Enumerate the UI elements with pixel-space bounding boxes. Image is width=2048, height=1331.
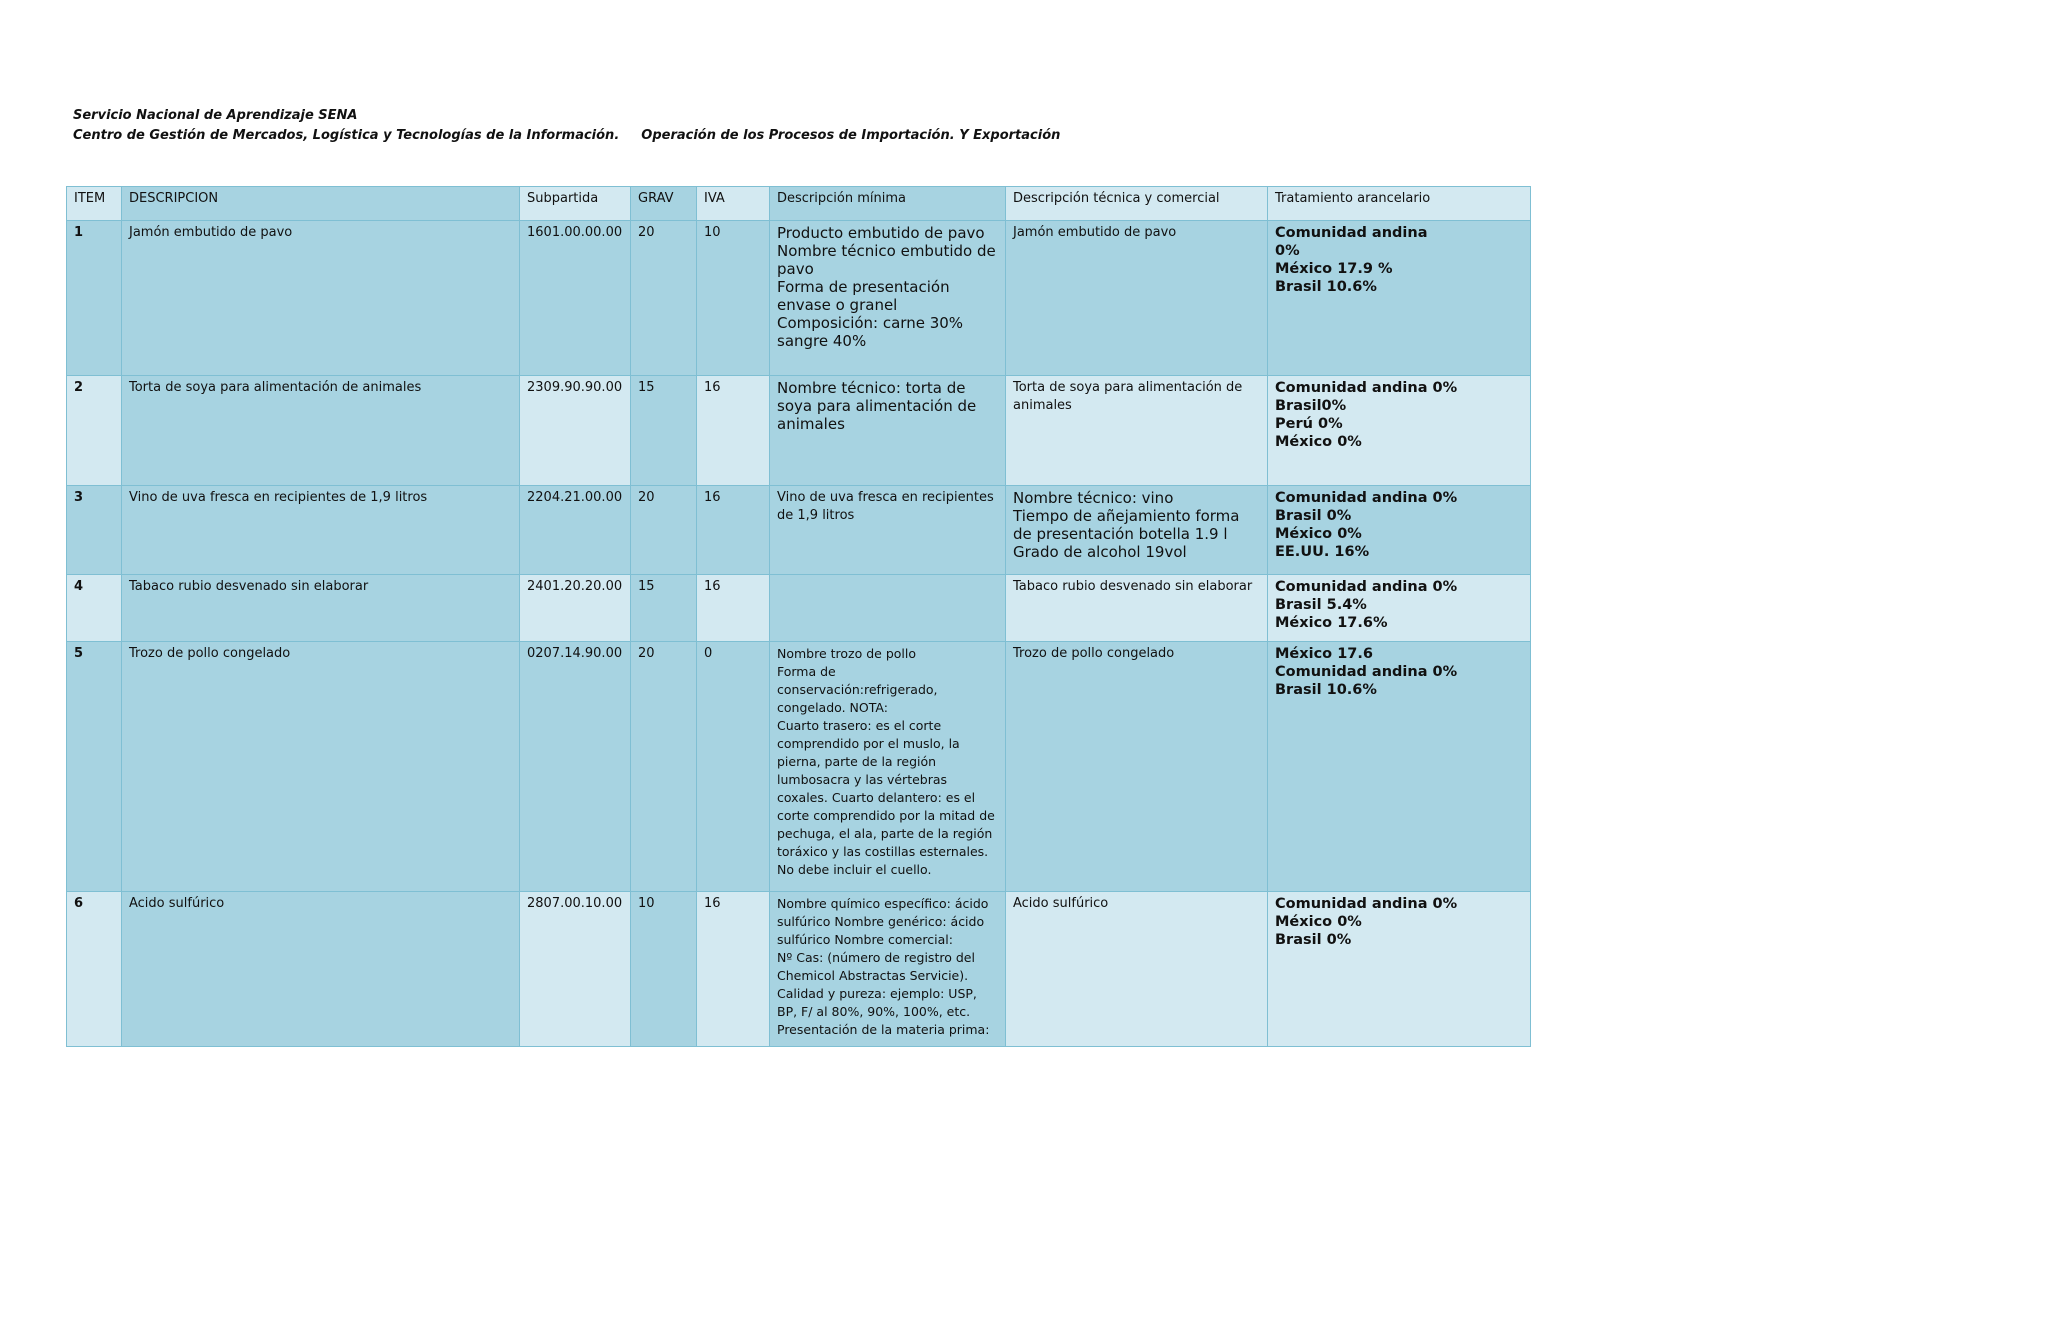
- cell-desc-minima-line: Nombre técnico: torta de soya para alimentación de animales: [777, 379, 977, 433]
- col-header-item: ITEM: [67, 187, 122, 221]
- cell-desc-minima-line: Cuarto trasero: es el corte comprendido por el muslo, la pierna, parte de la región lumbosacra y las vértebras coxales. Cuarto delantero: es el corte comprendido por la mitad de pechuga, el ala, parte de la región toráxico y las costillas esternales. No debe incluir el cuello.: [777, 718, 995, 877]
- cell-descripcion: Tabaco rubio desvenado sin elaborar: [122, 575, 520, 642]
- cell-desc-minima-line: Nombre técnico embutido de pavo: [777, 242, 996, 278]
- header-center-name: Centro de Gestión de Mercados, Logística y Tecnologías de la Información.: [73, 128, 620, 143]
- cell-desc-minima: [770, 376, 1006, 486]
- cell-desc-minima-line: Presentación de la materia prima:: [777, 1022, 990, 1037]
- cell-descripcion: Torta de soya para alimentación de animales: [122, 376, 520, 486]
- cell-tratamiento-line: EE.UU. 16%: [1275, 544, 1370, 560]
- cell-desc-minima: [770, 575, 1006, 642]
- cell-desc-minima: [770, 892, 1006, 1047]
- cell-tratamiento: [1268, 642, 1531, 892]
- cell-tratamiento-line: México 17.6: [1275, 646, 1373, 662]
- cell-tratamiento-line: Comunidad andina 0%: [1275, 490, 1458, 506]
- cell-item: 5: [67, 642, 122, 892]
- cell-descripcion: Acido sulfúrico: [122, 892, 520, 1047]
- header-operation-title: Operación de los Procesos de Importación. Y Exportación: [641, 128, 1061, 143]
- cell-tratamiento-line: México 17.9 %: [1275, 261, 1393, 277]
- cell-tratamiento-line: 0%: [1275, 243, 1300, 259]
- table-body: [67, 187, 1531, 1047]
- table-row: [67, 575, 1531, 642]
- cell-item: 4: [67, 575, 122, 642]
- cell-subpartida: 1601.00.00.00: [520, 221, 631, 376]
- cell-tratamiento-line: Comunidad andina: [1275, 225, 1428, 241]
- cell-desc-minima: [770, 486, 1006, 575]
- cell-descripcion: Jamón embutido de pavo: [122, 221, 520, 376]
- table-row: [67, 892, 1531, 1047]
- header-line-1: Servicio Nacional de Aprendizaje SENA: [73, 108, 358, 123]
- cell-tratamiento-line: Comunidad andina 0%: [1275, 896, 1458, 912]
- col-header-subpartida: Subpartida: [520, 187, 631, 221]
- cell-tratamiento-line: Perú 0%: [1275, 416, 1343, 432]
- cell-desc-tecnica: [1006, 892, 1268, 1047]
- col-header-descripcion: DESCRIPCION: [122, 187, 520, 221]
- cell-desc-minima-line: Vino de uva fresca en recipientes de 1,9 litros: [777, 490, 994, 523]
- cell-tratamiento-line: Brasil 5.4%: [1275, 597, 1367, 613]
- cell-descripcion: Vino de uva fresca en recipientes de 1,9 litros: [122, 486, 520, 575]
- cell-tratamiento-line: Brasil 10.6%: [1275, 279, 1377, 295]
- cell-subpartida: 2401.20.20.00: [520, 575, 631, 642]
- table-header-row: [67, 187, 1531, 221]
- cell-desc-minima-line: Nº Cas: (número de registro del Chemicol Abstractas Servicie). Calidad y pureza: ejemplo: USP, BP, F/ al 80%, 90%, 100%, etc.: [777, 950, 977, 1019]
- cell-desc-minima: [770, 642, 1006, 892]
- cell-desc-minima-line: Producto embutido de pavo: [777, 224, 985, 242]
- cell-desc-minima-line: Forma de presentación envase o granel: [777, 278, 950, 314]
- col-header-grav: GRAV: [631, 187, 697, 221]
- col-header-tratamiento: Tratamiento arancelario: [1268, 187, 1531, 221]
- cell-grav: 15: [631, 376, 697, 486]
- cell-grav: 20: [631, 486, 697, 575]
- table-row: [67, 376, 1531, 486]
- cell-tratamiento: [1268, 892, 1531, 1047]
- cell-desc-minima: [770, 221, 1006, 376]
- cell-desc-tecnica-line: Grado de alcohol 19vol: [1013, 543, 1187, 561]
- cell-iva: 16: [697, 486, 770, 575]
- cell-tratamiento: [1268, 221, 1531, 376]
- cell-desc-minima-line: Forma de conservación:refrigerado, congelado. NOTA:: [777, 664, 938, 715]
- cell-tratamiento-line: México 0%: [1275, 434, 1362, 450]
- cell-item: 2: [67, 376, 122, 486]
- cell-grav: 20: [631, 642, 697, 892]
- header-line-2: [73, 126, 1060, 146]
- cell-iva: 16: [697, 575, 770, 642]
- cell-tratamiento-line: Comunidad andina 0%: [1275, 380, 1458, 396]
- cell-tratamiento-line: Brasil 0%: [1275, 932, 1352, 948]
- document-header: [73, 106, 1060, 146]
- table-row: [67, 486, 1531, 575]
- cell-tratamiento-line: Comunidad andina 0%: [1275, 579, 1458, 595]
- cell-item: 1: [67, 221, 122, 376]
- cell-tratamiento-line: Comunidad andina 0%: [1275, 664, 1458, 680]
- cell-descripcion: Trozo de pollo congelado: [122, 642, 520, 892]
- cell-tratamiento: [1268, 575, 1531, 642]
- table-row: [67, 221, 1531, 376]
- cell-desc-minima-line: Composición: carne 30% sangre 40%: [777, 314, 964, 350]
- cell-tratamiento: [1268, 376, 1531, 486]
- cell-tratamiento-line: México 0%: [1275, 526, 1362, 542]
- cell-desc-tecnica-line: Jamón embutido de pavo: [1013, 225, 1177, 240]
- col-header-desc-minima: Descripción mínima: [770, 187, 1006, 221]
- cell-tratamiento: [1268, 486, 1531, 575]
- cell-tratamiento-line: Brasil 10.6%: [1275, 682, 1377, 698]
- cell-item: 3: [67, 486, 122, 575]
- cell-subpartida: 2807.00.10.00: [520, 892, 631, 1047]
- cell-desc-tecnica-line: Torta de soya para alimentación de animales: [1013, 380, 1243, 413]
- cell-tratamiento-line: México 0%: [1275, 914, 1362, 930]
- cell-desc-minima-line: Nombre trozo de pollo: [777, 646, 917, 661]
- cell-iva: 10: [697, 221, 770, 376]
- cell-desc-tecnica-line: Nombre técnico: vino: [1013, 489, 1174, 507]
- cell-tratamiento-line: Brasil 0%: [1275, 508, 1352, 524]
- cell-grav: 10: [631, 892, 697, 1047]
- cell-desc-tecnica: [1006, 575, 1268, 642]
- cell-desc-tecnica-line: Tabaco rubio desvenado sin elaborar: [1013, 579, 1253, 594]
- col-header-iva: IVA: [697, 187, 770, 221]
- col-header-desc-tecnica: Descripción técnica y comercial: [1006, 187, 1268, 221]
- cell-desc-tecnica-line: Tiempo de añejamiento forma de presentación botella 1.9 l: [1013, 507, 1240, 543]
- cell-iva: 16: [697, 376, 770, 486]
- cell-subpartida: 0207.14.90.00: [520, 642, 631, 892]
- cell-desc-minima-line: Nombre químico específico: ácido sulfúrico Nombre genérico: ácido sulfúrico Nombre comercial:: [777, 896, 989, 947]
- cell-grav: 20: [631, 221, 697, 376]
- cell-iva: 16: [697, 892, 770, 1047]
- cell-desc-tecnica-line: Trozo de pollo congelado: [1013, 646, 1175, 661]
- cell-iva: 0: [697, 642, 770, 892]
- cell-item: 6: [67, 892, 122, 1047]
- tariff-table: [66, 186, 1531, 1047]
- table-row: [67, 642, 1531, 892]
- cell-grav: 15: [631, 575, 697, 642]
- cell-tratamiento-line: Brasil0%: [1275, 398, 1347, 414]
- cell-subpartida: 2309.90.90.00: [520, 376, 631, 486]
- cell-desc-tecnica-line: Acido sulfúrico: [1013, 896, 1109, 911]
- cell-desc-tecnica: [1006, 221, 1268, 376]
- cell-desc-tecnica: [1006, 376, 1268, 486]
- cell-tratamiento-line: México 17.6%: [1275, 615, 1388, 631]
- cell-desc-tecnica: [1006, 642, 1268, 892]
- cell-desc-tecnica: [1006, 486, 1268, 575]
- cell-subpartida: 2204.21.00.00: [520, 486, 631, 575]
